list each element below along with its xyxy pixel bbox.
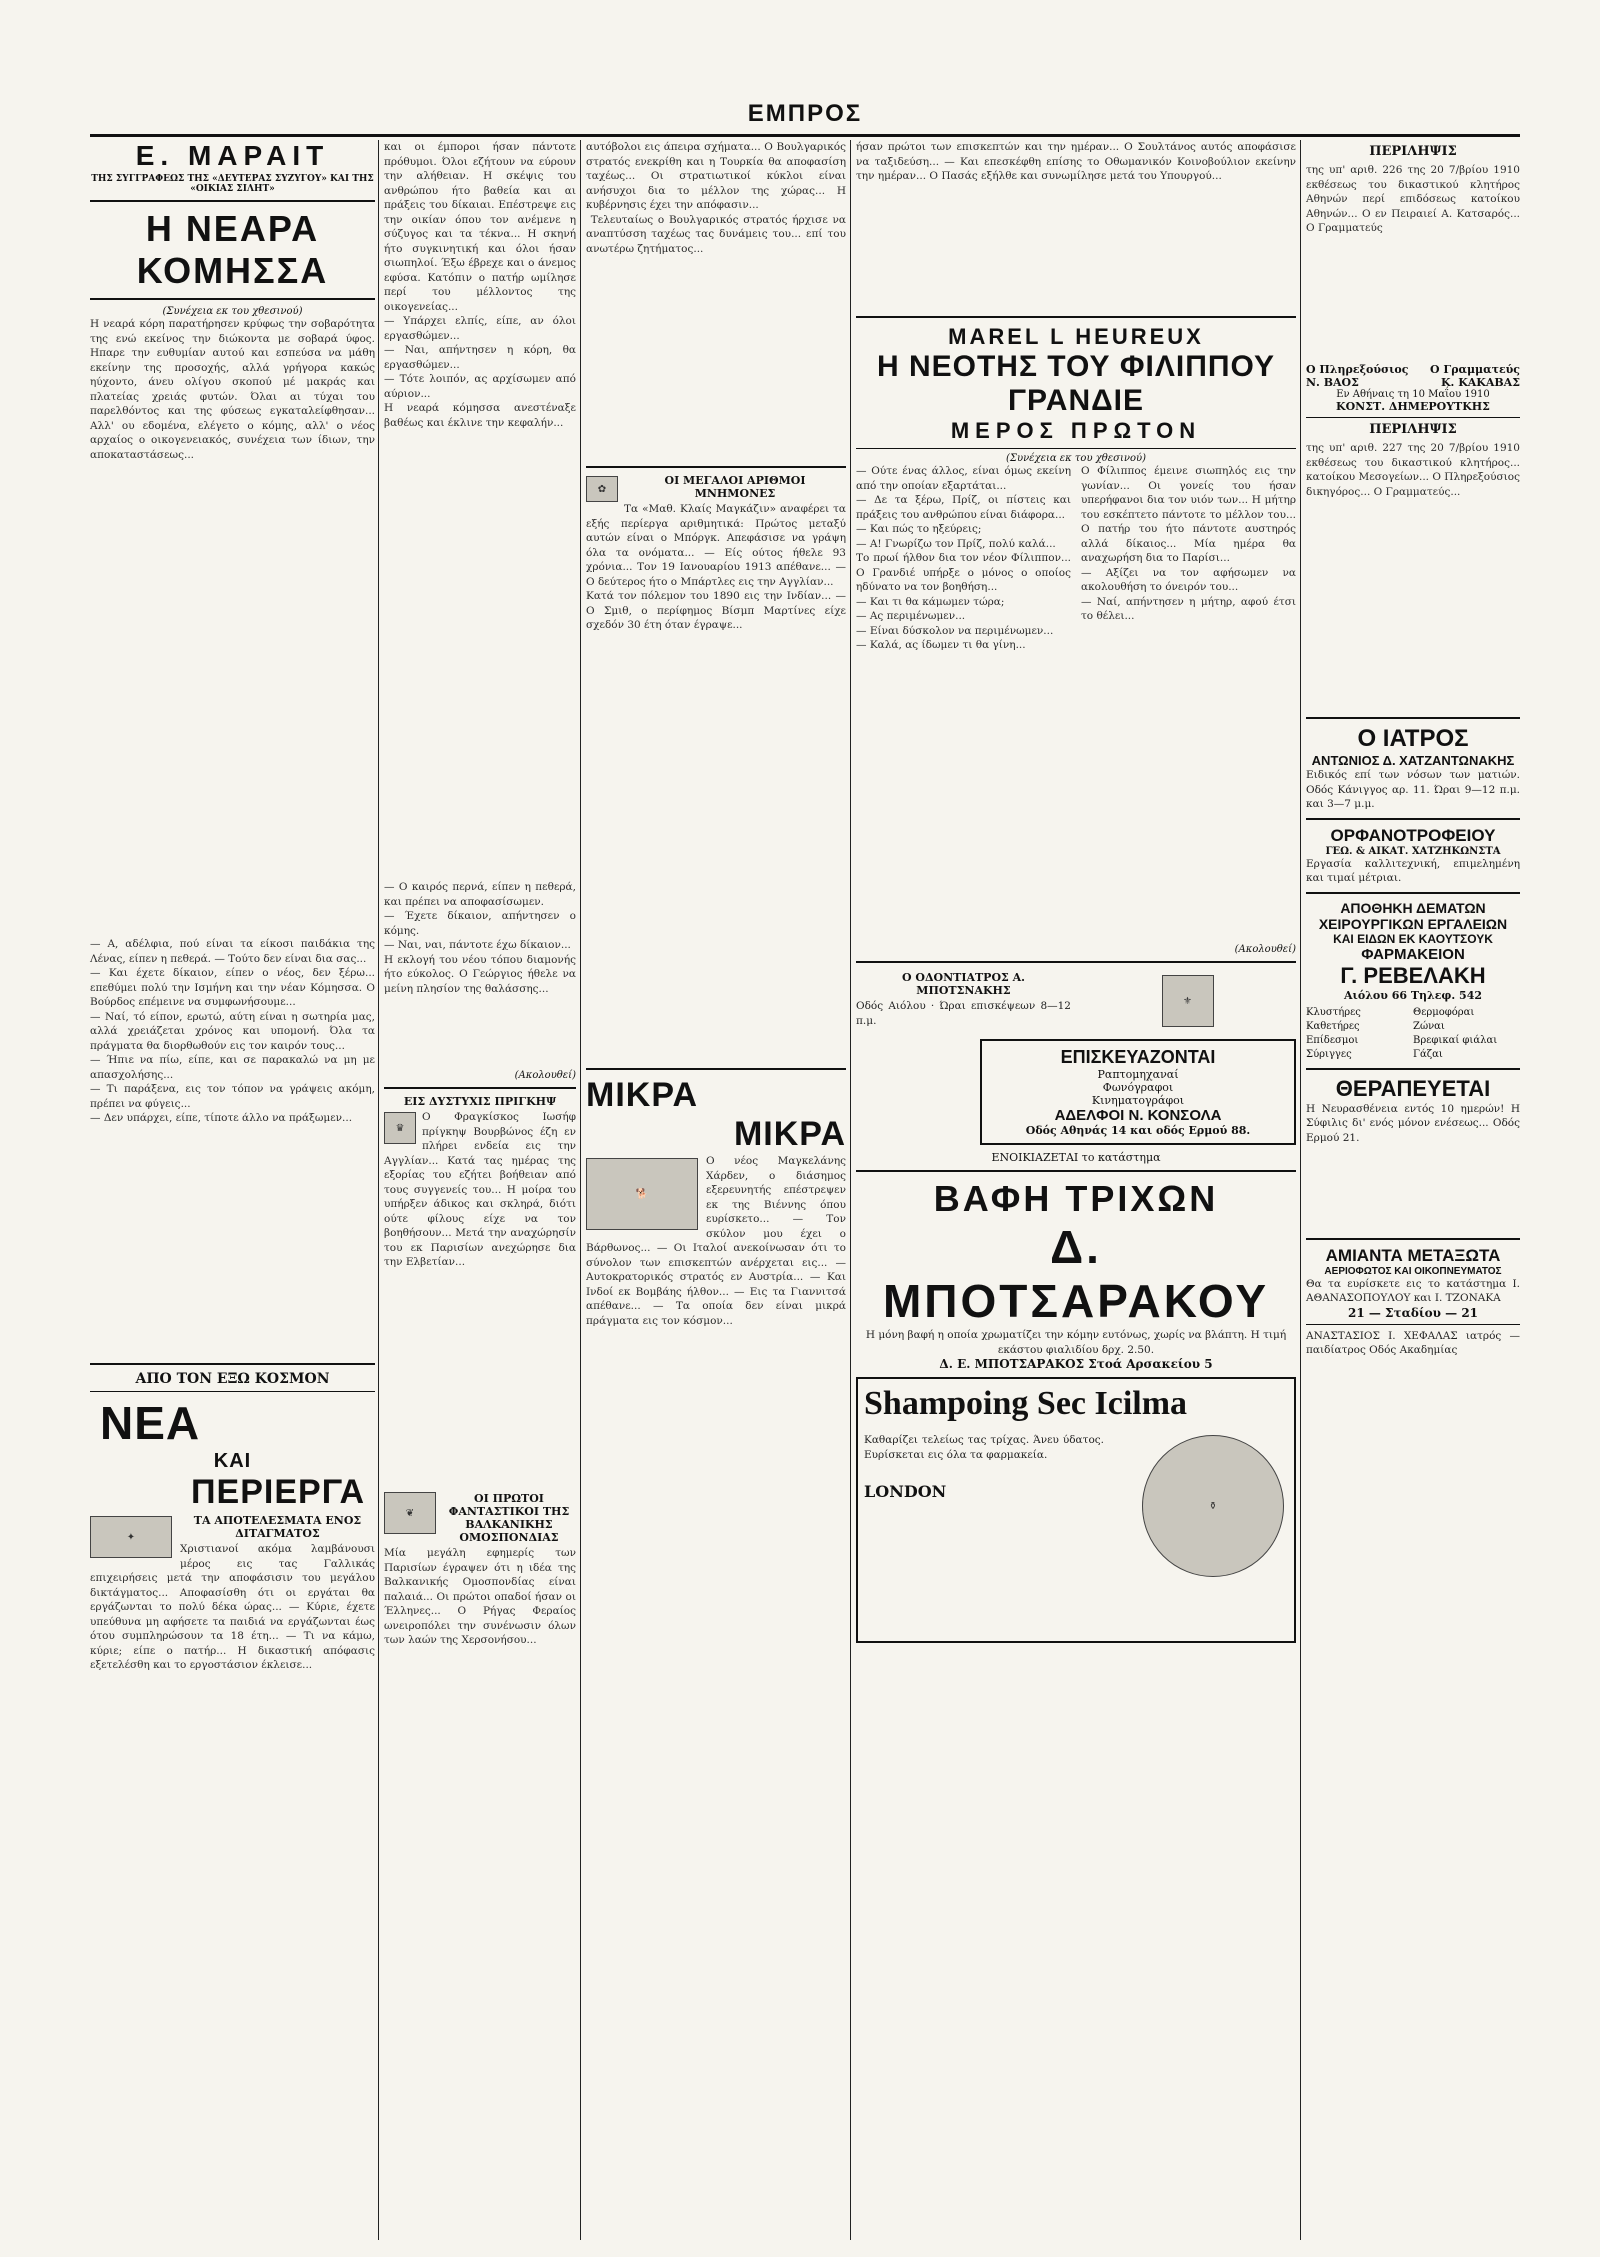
section-header: ΑΠΟ ΤΟΝ ΕΞΩ ΚΟΣΜΟΝ: [135, 1371, 330, 1387]
pharmacy-name: Γ. ΡΕΒΕΛΑΚΗ: [1340, 962, 1486, 988]
bottom-notice: ΑΝΑΣΤΑΣΙΟΣ Ι. ΧΕΦΑΛΑΣ ιατρός — παιδίατρος Οδός Ακαδημίας: [1306, 1329, 1524, 1356]
divider: [90, 200, 375, 202]
pharmacy-item: Γάζαι: [1413, 1048, 1443, 1060]
signatures: [1306, 363, 1520, 376]
story-header: ΤΑ ΑΠΟΤΕΛΕΣΜΑΤΑ ΕΝΟΣ ΔΙΤΑΓΜΑΤΟΣ: [193, 1514, 362, 1540]
column-2: [384, 140, 580, 2240]
hair-dye-brand: Δ. ΜΠΟΤΣΑΡΑΚΟΥ: [882, 1221, 1270, 1327]
serial-columns: [856, 464, 1296, 944]
column-4: [856, 140, 1300, 2240]
serial-signoff: (Ακολουθεί): [514, 1070, 576, 1081]
swan-icon: ❦: [405, 1507, 415, 1519]
dentist-name: Ο ΟΔΟΝΤΙΑΤΡΟΣ Α. ΜΠΟΤΣΝΑΚΗΣ: [901, 971, 1026, 997]
continuation-note: (Συνέχεια εκ του χθεσινού): [1006, 453, 1146, 464]
doctor-name: ΑΝΤΩΝΙΟΣ Δ. ΧΑΤΖΑΝΤΩΝΑΚΗΣ: [1311, 753, 1515, 768]
depot-title: ΑΠΟΘΗΚΗ ΔΕΜΑΤΩΝ ΧΕΙΡΟΥΡΓΙΚΩΝ ΕΡΓΑΛΕΙΩΝ: [1318, 899, 1508, 932]
repairs-ad: [980, 1039, 1296, 1145]
divider: [856, 961, 1296, 963]
pharmacy-item: Ζώναι: [1413, 1020, 1445, 1032]
bird-icon: ✦: [126, 1531, 136, 1543]
pharmacy-address: Αιόλου 66 Τηλεφ. 542: [1344, 988, 1482, 1002]
shampoo-ad: [856, 1377, 1296, 1643]
serial-text-2: Ο Φίλιππος έμεινε σιωπηλός εις την γωνίαν... Οι γονείς του ήσαν υπερήφανοι δια τον υιόν των... Η μήτηρ του εσκέπτετο πάντοτε το μέλλον του... Ο πατήρ του ήτο πάντοτε αυστηρός αλλά δίκαιος... Μία ημέρα θα αναχωρήση δια το Παρίσι... — Αξίζει να τον αφήσωμεν να ακολουθήση το όνειρόν του... — Ναί, απήντησεν η μήτηρ, αφού έτσι το θέλει...: [1081, 465, 1296, 622]
news-title-main: ΝΕΑ: [100, 1397, 201, 1449]
signature-date: Εν Αθήναις τη 10 Μαΐου 1910: [1336, 389, 1490, 400]
divider: [1306, 1238, 1520, 1240]
serial-continued-text: και οι έμποροι ήσαν πάντοτε πρόθυμοι. Όλοι εζήτουν να εύρουν την αλήθειαν. Η σκέψις του ανθρώπου ήτο βαθεία και αι πράξεις του δίκαιαι. Επέστρεψε εις την οικίαν όπου τον ανέμενε η σύζυγος και τα τέκνα... Η σκηνή ήτο συγκινητική και όλοι ήσαν σιωπηλοί. Έξω έβρεχε και ο άνεμος εφύσα. Κατόπιν ο πατήρ ωμίλησε περί του μέλλοντος της οικογενείας... — Υπάρχει ελπίς, είπε, αν όλοι εργασθώμεν... — Ναι, απήντησεν η κόρη, θα εργασθώμεν... — Τότε λοιπόν, ας αρχίσωμεν από αύριον... Η νεαρά κόμησσα ανεστέναξε βαθέως και έκλινε την κεφαλήν...: [384, 141, 576, 429]
article-title: ΕΙΣ ΔΥΣΤΥΧΙΣ ΠΡΙΓΚΗΨ: [403, 1095, 557, 1108]
divider: [856, 316, 1296, 318]
crest-icon: ♛: [384, 1112, 416, 1144]
bird-illustration: [90, 1516, 172, 1558]
divider: [586, 466, 846, 468]
emblem-icon: ⚜: [1183, 995, 1192, 1007]
signature-names: [1306, 376, 1520, 389]
orphanage-sub: ΓΕΩ. & ΑΙΚΑΤ. ΧΑΤΖΗΚΩΝΣΤΑ: [1325, 845, 1501, 857]
heal-title: ΘΕΡΑΠΕΥΕΤΑΙ: [1335, 1075, 1491, 1101]
pharmacy-item: Κλυστήρες: [1306, 1006, 1361, 1018]
news-title-and: ΚΑΙ: [213, 1450, 252, 1472]
column-rule: [1300, 140, 1301, 2240]
serial-continued-text-2: — Ο καιρός περνά, είπεν η πεθερά, και πρέπει να αποφασίσωμεν. — Έχετε δίκαιον, απήντησεν ο κόμης. — Ναι, ναι, πάντοτε έχω δίκαιον... Η εκλογή του νέου τόπου διαμονής ήτο εύκολος. Ο Γεώργιος ήθελε να μείνη πλησίον της θαλάσσης...: [384, 881, 576, 995]
divider: [856, 448, 1296, 449]
amiant-title: ΑΜΙΑΝΤΑ ΜΕΤΑΞΩΤΑ: [1325, 1245, 1501, 1265]
masthead: [90, 100, 1520, 137]
mikra-title: ΜΙΚΡΑ: [586, 1076, 699, 1114]
serial-part: ΜΕΡΟΣ ΠΡΩΤΟΝ: [950, 418, 1202, 443]
doctor-title: Ο ΙΑΤΡΟΣ: [1357, 725, 1469, 752]
signature-right-role: Ο Γραμματεύς: [1430, 363, 1520, 376]
column-5: [1306, 140, 1524, 2240]
serial-author: Ε. ΜΑΡΑΙΤ: [135, 140, 330, 171]
emblem-illustration: [1162, 975, 1214, 1027]
notice-title: ΠΕΡΙΛΗΨΙΣ: [1369, 144, 1457, 159]
divider: [1306, 417, 1520, 418]
divider: [90, 1363, 375, 1365]
dog-icon: 🐕: [635, 1188, 649, 1200]
divider: [1306, 892, 1520, 894]
signature-left-role: Ο Πληρεξούσιος: [1306, 363, 1409, 376]
shampoo-city: LONDON: [864, 1482, 947, 1501]
column-1: [90, 140, 379, 2240]
repairs-line-1: Ραπτομηχαναί: [1097, 1068, 1179, 1081]
mikra-text: Ο νέος Μαγκελάνης Χάρδεν, ο διάσημος εξερευνητής επέστρεψεν εκ της Βιέννης όπου ευρίσκετο... — Τον σκύλον μου έχει ο Βάρθωνος... — Οι Ιταλοί ανεκοίνωσαν ότι το σύνολον των επισκεπτών ανέρχεται εις... — Αυτοκρατορικός στρατός εν Αυστρία... — Και Ινδοί εκ Βομβάης ήλθον... — Εις τα Γιαννιτσά απέθανε... — Τα οποία δεν είναι μικρά πράγματα εις τον κόσμον...: [586, 1155, 850, 1327]
depot-sub: ΚΑΙ ΕΙΔΩΝ ΕΚ ΚΑΟΥΤΣΟΥΚ: [1333, 931, 1493, 946]
article-text-2: Τα «Μαθ. Κλαίς Μαγκάζιν» αναφέρει τα εξής περίεργα αριθμητικά: Πρώτος μεταξύ αυτών είναι ο Μπόργκ. Απεφάσισε να γράψη όλα τα ονόματα... — Είς ούτος ήθελε 93 χρόνια... Τον 19 Ιανουαρίου 1913 απέθανε... — Ο δεύτερος ήτο ο Μπάρτλες εις την Αγγλίαν... Κατά τον πόλεμον του 1890 εις την Ινδίαν... — Ο Σμιθ, ο περίφημος Βίσμπ Μαρτίνες είχε σχεδόν 30 έτη όταν έγραψε...: [586, 503, 846, 631]
notice-title-2: ΠΕΡΙΛΗΨΙΣ: [1369, 422, 1457, 437]
column-3: [586, 140, 850, 2240]
divider: [1306, 818, 1520, 820]
pharmacy-item: Σύριγγες: [1306, 1048, 1352, 1060]
shampoo-title: Shampoing Sec Icilma: [864, 1385, 1188, 1422]
dentist-ad: [856, 969, 1075, 1033]
serial-byline: ΤΗΣ ΣΥΓΓΡΑΦΕΩΣ ΤΗΣ «ΔΕΥΤΕΡΑΣ ΣΥΖΥΓΟΥ» ΚΑΙ ΤΗΣ «ΟΙΚΙΑΣ ΣΙΛΗΤ»: [91, 174, 374, 194]
article-title-2: ΟΙ ΠΡΩΤΟΙ ΦΑΝΤΑΣΤΙΚΟΙ ΤΗΣ ΒΑΛΚΑΝΙΚΗΣ ΟΜΟΣΠΟΝΔΙΑΣ: [448, 1492, 570, 1544]
serial-title: Η ΝΕΟΤΗΣ ΤΟΥ ΦΙΛΙΠΠΟΥ ΓΡΑΝΔΙΕ: [876, 350, 1276, 417]
signature-right-name: Κ. ΚΑΚΑΒΑΣ: [1440, 376, 1520, 389]
divider: [90, 1391, 375, 1392]
orphanage-text: Εργασία καλλιτεχνική, επιμελημένη και τιμαί μέτριαι.: [1306, 857, 1524, 884]
signature-footer: ΚΟΝΣΤ. ΔΗΜΕΡΟΥΤΚΗΣ: [1336, 400, 1490, 413]
shampoo-emblem: [1142, 1435, 1284, 1577]
repairs-line-3: Κινηματογράφοι: [1091, 1094, 1185, 1107]
serial-signoff: (Ακολουθεί): [1234, 944, 1296, 955]
doctor-text: Ειδικός επί των νόσων των ματιών. Οδός Κάνιγγος αρ. 11. Ώραι 9—12 π.μ. και 3—7 μ.μ.: [1306, 769, 1524, 810]
mikra-title-2: ΜΙΚΡΑ: [733, 1115, 846, 1153]
repairs-title: ΕΠΙΣΚΕΥΑΖΟΝΤΑΙ: [1060, 1047, 1216, 1067]
continuation-note: (Συνέχεια εκ του χθεσινού): [162, 306, 303, 317]
column-rule: [850, 140, 851, 2240]
divider: [384, 1087, 576, 1089]
ornament-icon: ✿: [586, 476, 618, 502]
divider: [90, 298, 375, 300]
bottle-icon: ⚱: [1208, 1500, 1218, 1512]
pharmacy-item: Επίδεσμοι: [1306, 1034, 1359, 1046]
serial-author: MAREL L HEUREUX: [948, 324, 1204, 349]
article-text: ήσαν πρώτοι των επισκεπτών και την ημέραν... Ο Σουλτάνος αυτός αποφάσισε να ταξιδεύση... — Και επεσκέφθη επίσης το Οθωμανικόν Κοινοβούλιον εκείνην την ημέραν... Ο Πασάς εξήλθε και συνωμίλησε μετά του Υπουργού...: [856, 141, 1300, 182]
article-text: αυτόβολοι εις άπειρα σχήματα... Ο Βουλγαρικός στρατός ενεκρίθη και η Τουρκία θα αποφασίση ταχέως... Οι στρατιωτικοί κύκλοι είναι ανήσυχοι δια το μέλλον της χώρας... Η κυβέρνησις έχει την απόφασιν... Τελευταίως ο Βουλγαρικός στρατός ήρχισε να αναπτύσση ταχέως τας δυνάμεις του... επί του ανωτέρω ζητήματος...: [586, 141, 846, 255]
notice-text-2: της υπ' αριθ. 227 της 20 7/βρίου 1910 εκθέσεως του δικαστικού κλητήρος... κατοίκου Μεσογείων... Ο Πληρεξούσιος δικηγόρος... Ο Γραμματεύς...: [1306, 442, 1524, 498]
signature-left-name: Ν. ΒΑΟΣ: [1306, 376, 1359, 389]
repairs-brand: ΑΔΕΛΦΟΙ Ν. ΚΟΝΣΟΛΑ: [1054, 1107, 1222, 1124]
pharmacy-item: Καθετήρες: [1306, 1020, 1360, 1032]
dentist-text: Οδός Αιόλου · Ώραι επισκέψεων 8—12 π.μ.: [856, 1000, 1075, 1027]
amiant-text: Θα τα ευρίσκετε εις το κατάστημα Ι. ΑΘΑΝΑΣΟΠΟΥΛΟΥ και Ι. ΤΖΟΝΑΚΑ: [1306, 1277, 1524, 1304]
divider: [1306, 1068, 1520, 1070]
rent-notice: ΕΝΟΙΚΙΑΖΕΤΑΙ το κατάστημα: [991, 1151, 1161, 1164]
hair-dye-text: Η μόνη βαφή η οποία χρωματίζει την κόμην ευτόνως, χωρίς να βλάπτη. Η τιμή εκάστου φιαλιδίου δρχ. 2.50.: [865, 1329, 1290, 1356]
dog-illustration: [586, 1158, 698, 1230]
article-title: ΟΙ ΜΕΓΑΛΟΙ ΑΡΙΘΜΟΙ ΜΝΗΜΟΝΕΣ: [664, 474, 806, 500]
divider: [1306, 717, 1520, 719]
pharmacy-label: ΦΑΡΜΑΚΕΙΟΝ: [1361, 945, 1465, 963]
column-rule: [378, 140, 379, 2240]
serial-text-2: — Α, αδέλφια, πού είναι τα είκοσι παιδάκια της Λένας, είπεν η πεθερά. — Τούτο δεν είναι δια σας... — Και έχετε δίκαιον, είπεν ο νέος, δεν ξέρω... επεθύμει πολύ την Ισμήνη και την νέαν Κόμησσα. Ο Βούρδος επέμεινε να συμφωνήσουμε... — Ναί, τό είπον, ερωτώ, αύτη είναι η σωτηρία μας, αλλά χρειάζεται χρόνος και υπομονή. Όλα τα πράγματα θα διορθωθούν εις τον καιρόν τους... — Ήπιε να πίω, είπε, και σε παρακαλώ να μη με απασχολήσης... — Τι παράξενα, εις τον τόπον να γράψεις ακόμη, πρέπει να φύγεις... — Δεν υπάρχει, είπε, τίποτε άλλο να πράξωμεν...: [90, 938, 375, 1124]
article-text-2: Μία μεγάλη εφημερίς των Παρισίων έγραψεν ότι η ιδέα της Βαλκανικής Ομοσπονδίας είναι παλαιά... Οι πρώτοι οπαδοί ήσαν οι Έλληνες... Ο Ρήγας Φεραίος ωνειροπόλει την συνένωσιν όλων των λαών της Χερσονήσου...: [384, 1547, 580, 1646]
hair-dye-title: ΒΑΦΗ ΤΡΙΧΩΝ: [933, 1178, 1219, 1219]
hair-dye-address: Δ. Ε. ΜΠΟΤΣΑΡΑΚΟΣ Στοά Αρσακείου 5: [939, 1357, 1213, 1371]
serial-text: Η νεαρά κόρη παρατήρησεν κρύφως την σοβαρότητα της ενώ εκείνος την διώκοντα με σοβαρά ύφος. Ηπαρε την ευθυμίαν αυτού και εσπεύσα να μάθη εκείνην της προσοχής, αλλά γρήγορα κακώς ηύχοντο, άνευ ολίγου σκοπού μέ μακράς και πλατείας χρειάς φυτών. Όλαι αι τύχαι του παρελθόντος και της φύσεως εγκαταλείφθησαν... Αλλ' ου εδομένα, ελέγετο ο κόμης, αλλ' ο νέος αρχαίος ο οικογενειακός, συνέχεια των ίδιων, την αποκαταστάσεως...: [90, 318, 379, 461]
pharmacy-items: [1306, 1006, 1520, 1062]
pharmacy-item: Θερμοφόραι: [1413, 1006, 1475, 1018]
newspaper-title: ΕΜΠΡΟΣ: [747, 100, 863, 127]
ads-row: [856, 969, 1296, 1033]
amiant-sub: ΑΕΡΙΟΦΩΤΟΣ ΚΑΙ ΟΙΚΟΠΝΕΥΜΑΤΟΣ: [1324, 1265, 1502, 1277]
heal-text: Η Νευρασθένεια εντός 10 ημερών! Η Σύφιλις δι' ενός μόνον ενέσεως... Οδός Ερμού 21.: [1306, 1102, 1524, 1144]
repairs-address: Οδός Αθηνάς 14 και οδός Ερμού 88.: [1025, 1124, 1251, 1137]
divider: [586, 1068, 846, 1070]
notice-text: της υπ' αριθ. 226 της 20 7/βρίου 1910 εκθέσεως του δικαστικού κλητήρος Αθηνών περί επιδόσεως κατοίκου Αθηνών... Ο εν Πειραιεί Α. Κατσαρός... Ο Γραμματεύς: [1306, 164, 1524, 234]
news-title-sub: ΠΕΡΙΕΡΓΑ: [191, 1473, 365, 1511]
repairs-line-2: Φωνόγραφοι: [1102, 1081, 1174, 1094]
swan-illustration: [384, 1492, 436, 1534]
article-text: Ο Φραγκίσκος Ιωσήφ πρίγκηψ Βουρβώνος έζη εν πλήρει ενδεία εις την Αγγλίαν... Κατά τας ημέρας της εξορίας του εζήτει βοήθειαν από τους συγγενείς του... Η μοίρα του υπήρξεν άδικος και σκληρά, διότι ούτε φίλους είχε να τον βοηθήσουν... Μετά την αναχώρησίν του εκ Παρισίων ανεχώρησε δια την Ελβετίαν...: [384, 1111, 580, 1268]
shampoo-text: Καθαρίζει τελείως τας τρίχας. Άνευ ύδατος. Ευρίσκεται εις όλα τα φαρμακεία.: [864, 1434, 1108, 1461]
story-text: Χριστιανοί ακόμα λαμβάνουσι μέρος εις τας Γαλλικάς επιχειρήσεις μετά την αποφάσισιν του μεγάλου δικτάγματος... Αποφασίσθη ότι οι εργάται θα εργάζωνται το πολύ δέκα ώρας... — Κύριε, έχετε υπεύθυνα μη αφήσετε τα παιδιά να εργάζωνται έως ότου συμπληρώσουν τα 18 έτη... — Τι να κάμω, κύριε; είπε ο πατήρ... Η δικαστική απόφασις εξετελέσθη και το εργοστάσιον έκλεισε...: [90, 1543, 379, 1671]
pharmacy-item: Βρεφικαί φιάλαι: [1413, 1034, 1498, 1046]
divider: [1306, 1324, 1520, 1325]
serial-title: Η ΝΕΑΡΑ ΚΟΜΗΣΣΑ: [136, 208, 329, 291]
amiant-address: 21 — Σταδίου — 21: [1347, 1305, 1479, 1320]
orphanage-title: ΟΡΦΑΝΟΤΡΟΦΕΙΟΥ: [1330, 825, 1496, 845]
column-rule: [580, 140, 581, 2240]
divider: [856, 1170, 1296, 1172]
serial-text: — Ούτε ένας άλλος, είναι όμως εκείνη από την οποίαν εξαρτάται... — Δε τα ξέρω, Πρίζ, οι πίστεις και πράξεις του ανθρώπου είναι διάφορα... — Και πώς το ηξεύρεις; — Α! Γνωρίζω τον Πρίζ, πολύ καλά... Το πρωί ήλθον δια τον νέον Φίλιππον... Ο Γρανδιέ υπήρξε ο μόνος ο οποίος ηδύνατο να τον βοηθήση... — Και τι θα κάμωμεν τώρα; — Ας περιμένωμεν... — Είναι δύσκολον να περιμένωμεν... — Καλά, ας ίδωμεν τι θα γίνη...: [856, 465, 1071, 651]
